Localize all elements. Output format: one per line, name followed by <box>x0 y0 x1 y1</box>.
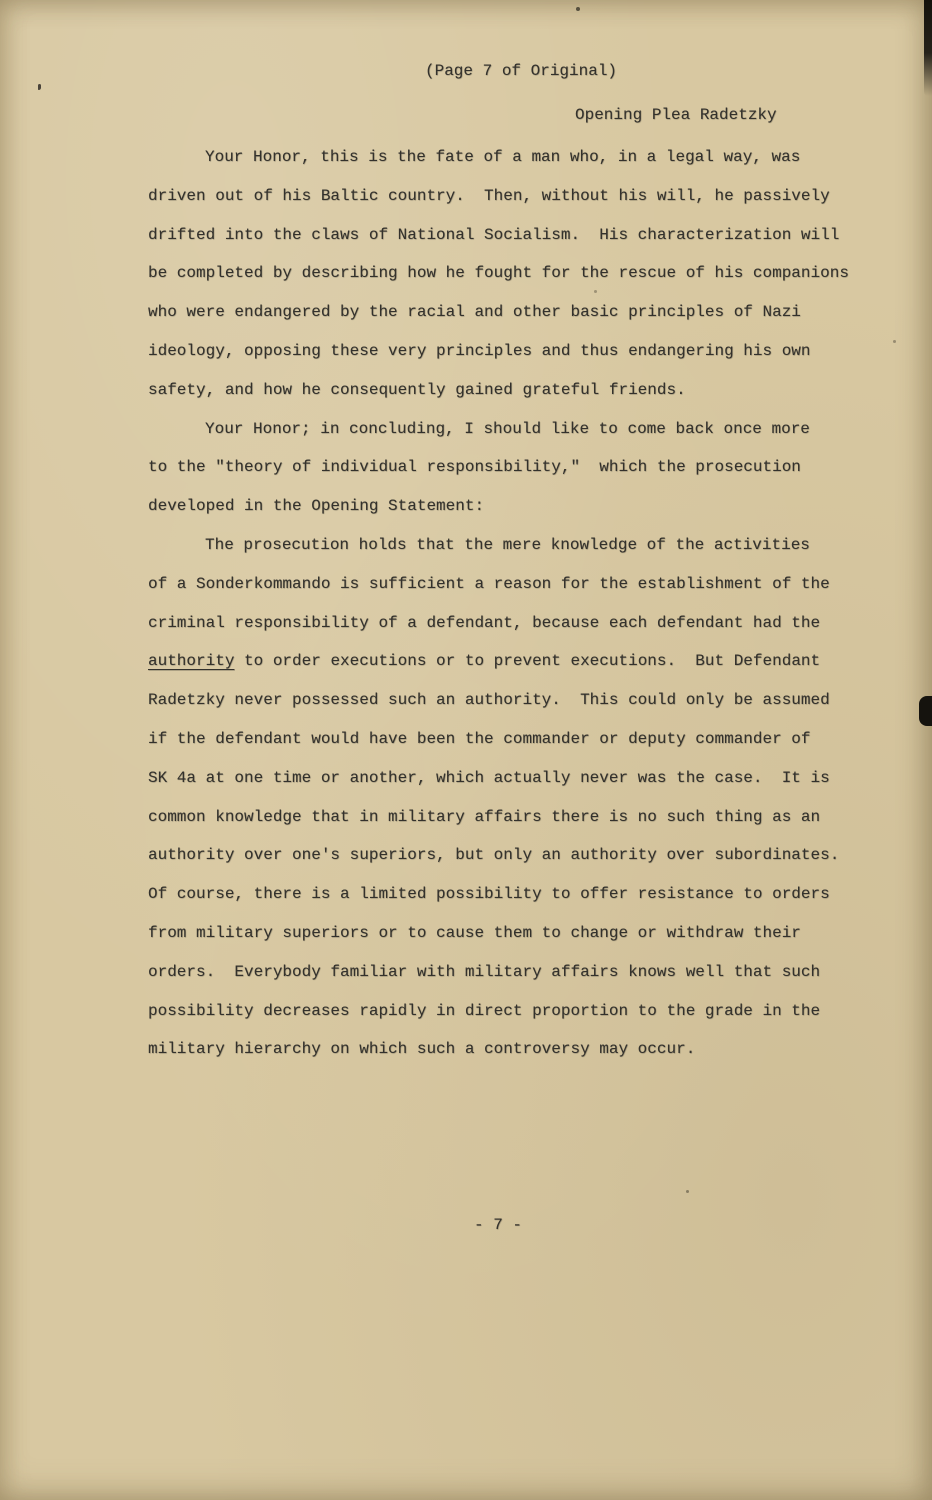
ink-speck <box>893 340 896 343</box>
document-title: Opening Plea Radetzky <box>575 106 777 124</box>
text-line: Your Honor, this is the fate of a man who, in a legal way, was <box>205 148 801 166</box>
text-line: Radetzky never possessed such an authority. This could only be assumed <box>148 691 830 710</box>
text-line: SK 4a at one time or another, which actually never was the case. It is <box>148 768 830 787</box>
paragraph <box>148 526 888 1069</box>
text-line: of a Sonderkommando is sufficient a reason for the establishment of the <box>148 574 830 593</box>
text-line: from military superiors or to cause them to change or withdraw their <box>148 923 801 942</box>
text-line: driven out of his Baltic country. Then, without his will, he passively <box>148 186 830 205</box>
text-line: who were endangered by the racial and other basic principles of Nazi <box>148 303 801 322</box>
text-line: military hierarchy on which such a controversy may occur. <box>148 1040 696 1059</box>
text-line: orders. Everybody familiar with military affairs knows well that such <box>148 962 821 981</box>
scan-edge-smudge <box>924 0 932 96</box>
ink-speck <box>686 1190 689 1193</box>
ink-blob <box>919 696 932 726</box>
text-line: Your Honor; in concluding, I should like to come back once more <box>205 419 810 438</box>
text-line: possibility decreases rapidly in direct proportion to the grade in the <box>148 1001 821 1020</box>
text-line: developed in the Opening Statement: <box>148 497 485 516</box>
text-line: safety, and how he consequently gained grateful friends. <box>148 380 686 399</box>
text-line: be completed by describing how he fought for the rescue of his companions <box>148 264 849 283</box>
ink-speck <box>38 84 41 90</box>
paragraph <box>148 410 888 526</box>
text-line: to the "theory of individual responsibility," which the prosecution <box>148 458 801 477</box>
text-line: if the defendant would have been the commander or deputy commander of <box>148 729 811 748</box>
paragraph <box>148 138 888 410</box>
text-line: The prosecution holds that the mere knowledge of the activities <box>205 535 810 554</box>
ink-speck <box>594 290 597 293</box>
text-line: Of course, there is a limited possibility to offer resistance to orders <box>148 885 830 904</box>
document-body <box>148 138 888 1069</box>
text-line: drifted into the claws of National Socialism. His characterization will <box>148 225 840 244</box>
text-line: authority to order executions or to prevent executions. But Defendant <box>148 652 821 671</box>
ink-speck <box>576 7 580 11</box>
page-header: (Page 7 of Original) <box>425 62 618 80</box>
text-line: common knowledge that in military affairs there is no such thing as an <box>148 807 821 826</box>
page-number: - 7 - <box>474 1216 523 1234</box>
text-line: authority over one's superiors, but only an authority over subordinates. <box>148 846 840 865</box>
text-line: criminal responsibility of a defendant, because each defendant had the <box>148 613 821 632</box>
text-line: ideology, opposing these very principles and thus endangering his own <box>148 341 811 360</box>
